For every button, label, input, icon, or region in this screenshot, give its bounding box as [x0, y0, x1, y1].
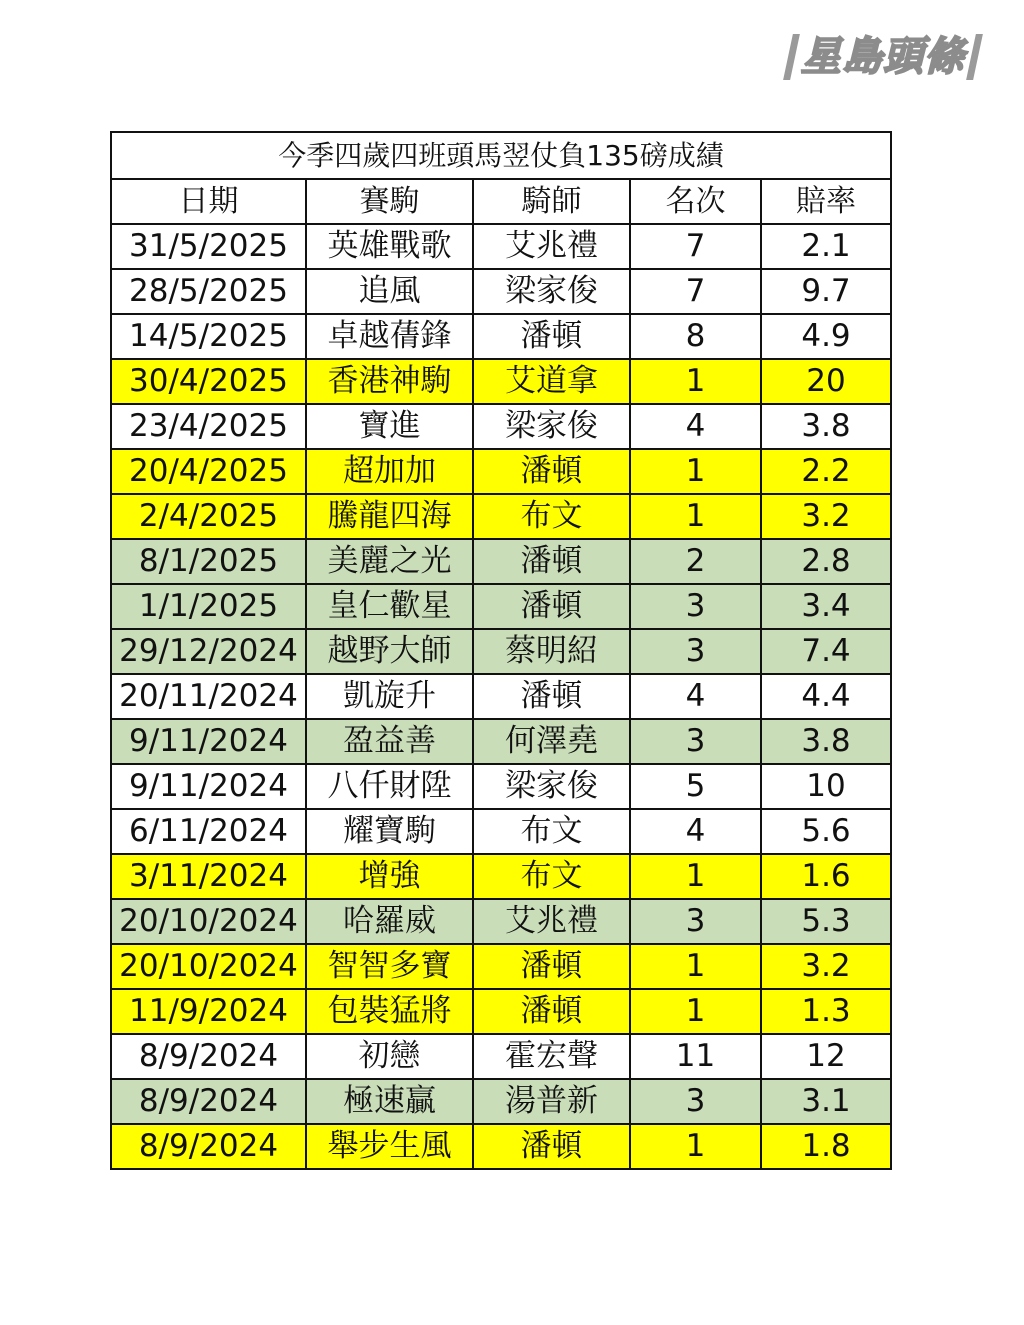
cell-horse: 追風 [306, 269, 473, 314]
cell-odds: 3.4 [761, 584, 891, 629]
cell-jockey: 潘頓 [473, 314, 630, 359]
cell-placing: 1 [630, 449, 761, 494]
cell-jockey: 潘頓 [473, 539, 630, 584]
cell-horse: 寶進 [306, 404, 473, 449]
cell-date: 1/1/2025 [111, 584, 306, 629]
table-row [111, 944, 891, 989]
cell-horse: 皇仁歡星 [306, 584, 473, 629]
logo-text: 星島頭條 [801, 34, 965, 80]
cell-odds: 2.1 [761, 224, 891, 269]
cell-date: 8/9/2024 [111, 1079, 306, 1124]
cell-jockey: 潘頓 [473, 1124, 630, 1169]
cell-odds: 20 [761, 359, 891, 404]
cell-horse: 卓越蒨鋒 [306, 314, 473, 359]
cell-odds: 1.3 [761, 989, 891, 1034]
cell-jockey: 何澤堯 [473, 719, 630, 764]
cell-placing: 1 [630, 854, 761, 899]
cell-date: 31/5/2025 [111, 224, 306, 269]
cell-odds: 1.8 [761, 1124, 891, 1169]
cell-jockey: 梁家俊 [473, 404, 630, 449]
cell-jockey: 梁家俊 [473, 764, 630, 809]
cell-odds: 10 [761, 764, 891, 809]
cell-horse: 超加加 [306, 449, 473, 494]
table-row [111, 359, 891, 404]
cell-date: 2/4/2025 [111, 494, 306, 539]
cell-date: 8/9/2024 [111, 1034, 306, 1079]
table-row [111, 764, 891, 809]
cell-placing: 3 [630, 719, 761, 764]
cell-jockey: 艾兆禮 [473, 224, 630, 269]
cell-horse: 香港神駒 [306, 359, 473, 404]
cell-odds: 3.2 [761, 494, 891, 539]
cell-placing: 3 [630, 629, 761, 674]
cell-horse: 凱旋升 [306, 674, 473, 719]
cell-odds: 9.7 [761, 269, 891, 314]
cell-odds: 3.8 [761, 719, 891, 764]
cell-date: 20/11/2024 [111, 674, 306, 719]
cell-date: 28/5/2025 [111, 269, 306, 314]
cell-odds: 5.3 [761, 899, 891, 944]
logo-bracket-left [783, 34, 800, 80]
cell-placing: 3 [630, 584, 761, 629]
cell-date: 20/10/2024 [111, 944, 306, 989]
cell-placing: 3 [630, 899, 761, 944]
cell-placing: 7 [630, 224, 761, 269]
table-row [111, 674, 891, 719]
cell-jockey: 布文 [473, 809, 630, 854]
cell-jockey: 艾兆禮 [473, 899, 630, 944]
cell-odds: 4.4 [761, 674, 891, 719]
table-row [111, 809, 891, 854]
cell-date: 20/4/2025 [111, 449, 306, 494]
cell-odds: 5.6 [761, 809, 891, 854]
table-row [111, 269, 891, 314]
cell-horse: 美麗之光 [306, 539, 473, 584]
cell-odds: 3.2 [761, 944, 891, 989]
cell-date: 14/5/2025 [111, 314, 306, 359]
table-row [111, 899, 891, 944]
cell-jockey: 潘頓 [473, 944, 630, 989]
cell-placing: 1 [630, 989, 761, 1034]
cell-jockey: 潘頓 [473, 584, 630, 629]
cell-odds: 4.9 [761, 314, 891, 359]
cell-horse: 增強 [306, 854, 473, 899]
cell-placing: 3 [630, 1079, 761, 1124]
cell-odds: 3.8 [761, 404, 891, 449]
table-title-row [111, 132, 891, 179]
header-horse: 賽駒 [306, 179, 473, 224]
table-row [111, 989, 891, 1034]
cell-jockey: 湯普新 [473, 1079, 630, 1124]
table-row [111, 539, 891, 584]
cell-date: 11/9/2024 [111, 989, 306, 1034]
cell-placing: 4 [630, 404, 761, 449]
table-row [111, 1034, 891, 1079]
logo-bracket-right [966, 34, 983, 80]
cell-jockey: 潘頓 [473, 449, 630, 494]
header-jockey: 騎師 [473, 179, 630, 224]
cell-placing: 1 [630, 494, 761, 539]
cell-date: 30/4/2025 [111, 359, 306, 404]
cell-date: 29/12/2024 [111, 629, 306, 674]
cell-date: 8/9/2024 [111, 1124, 306, 1169]
table-row [111, 494, 891, 539]
cell-horse: 越野大師 [306, 629, 473, 674]
cell-date: 9/11/2024 [111, 719, 306, 764]
cell-horse: 盈益善 [306, 719, 473, 764]
cell-odds: 2.2 [761, 449, 891, 494]
table-body [111, 224, 891, 1169]
cell-horse: 哈羅威 [306, 899, 473, 944]
cell-date: 3/11/2024 [111, 854, 306, 899]
cell-placing: 7 [630, 269, 761, 314]
table-row [111, 1079, 891, 1124]
cell-placing: 4 [630, 809, 761, 854]
cell-horse: 包裝猛將 [306, 989, 473, 1034]
cell-date: 8/1/2025 [111, 539, 306, 584]
table-row [111, 404, 891, 449]
cell-jockey: 梁家俊 [473, 269, 630, 314]
cell-jockey: 潘頓 [473, 674, 630, 719]
cell-placing: 8 [630, 314, 761, 359]
results-table [110, 131, 892, 1170]
cell-placing: 11 [630, 1034, 761, 1079]
cell-placing: 5 [630, 764, 761, 809]
cell-odds: 2.8 [761, 539, 891, 584]
cell-jockey: 潘頓 [473, 989, 630, 1034]
cell-date: 20/10/2024 [111, 899, 306, 944]
header-placing: 名次 [630, 179, 761, 224]
table-row [111, 224, 891, 269]
table-row [111, 854, 891, 899]
table-row [111, 314, 891, 359]
cell-date: 23/4/2025 [111, 404, 306, 449]
cell-odds: 7.4 [761, 629, 891, 674]
cell-jockey: 布文 [473, 494, 630, 539]
cell-placing: 2 [630, 539, 761, 584]
cell-date: 6/11/2024 [111, 809, 306, 854]
cell-horse: 耀寶駒 [306, 809, 473, 854]
cell-placing: 1 [630, 359, 761, 404]
cell-odds: 3.1 [761, 1079, 891, 1124]
table-header-row [111, 179, 891, 224]
cell-horse: 舉步生風 [306, 1124, 473, 1169]
cell-jockey: 布文 [473, 854, 630, 899]
cell-placing: 1 [630, 944, 761, 989]
cell-horse: 初戀 [306, 1034, 473, 1079]
cell-jockey: 蔡明紹 [473, 629, 630, 674]
table-row [111, 449, 891, 494]
table-row [111, 1124, 891, 1169]
cell-jockey: 艾道拿 [473, 359, 630, 404]
table-title: 今季四歲四班頭馬翌仗負135磅成績 [111, 132, 891, 179]
cell-horse: 英雄戰歌 [306, 224, 473, 269]
header-odds: 賠率 [761, 179, 891, 224]
cell-odds: 12 [761, 1034, 891, 1079]
table-row [111, 719, 891, 764]
cell-date: 9/11/2024 [111, 764, 306, 809]
cell-odds: 1.6 [761, 854, 891, 899]
cell-placing: 4 [630, 674, 761, 719]
table-row [111, 584, 891, 629]
header-date: 日期 [111, 179, 306, 224]
cell-placing: 1 [630, 1124, 761, 1169]
cell-jockey: 霍宏聲 [473, 1034, 630, 1079]
table-row [111, 629, 891, 674]
sing-tao-logo [788, 30, 1006, 84]
cell-horse: 智智多寶 [306, 944, 473, 989]
cell-horse: 八仟財陞 [306, 764, 473, 809]
cell-horse: 騰龍四海 [306, 494, 473, 539]
cell-horse: 極速贏 [306, 1079, 473, 1124]
